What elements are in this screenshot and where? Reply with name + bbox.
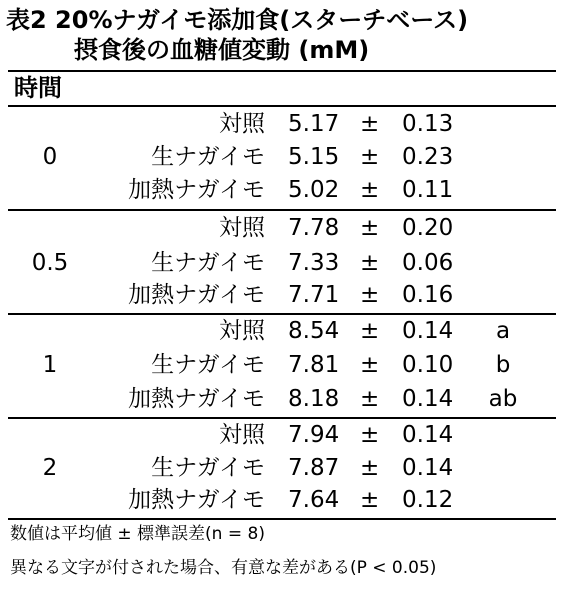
significance-letter: ab <box>488 386 518 412</box>
time-value: 0 <box>42 144 58 170</box>
plus-minus-sign: ± <box>360 422 380 448</box>
table-row <box>0 452 570 485</box>
significance-letter: b <box>495 352 511 378</box>
plus-minus-sign: ± <box>360 352 380 378</box>
table-row <box>0 141 570 174</box>
time-value: 2 <box>42 455 58 481</box>
plus-minus-sign: ± <box>360 111 380 137</box>
group-label: 加熱ナガイモ <box>128 487 265 513</box>
plus-minus-sign: ± <box>360 144 380 170</box>
mean-value: 8.18 <box>288 386 340 412</box>
se-value: 0.23 <box>402 144 454 170</box>
table-subtitle: 摂食後の血糖値変動 (mM) <box>74 36 370 64</box>
plus-minus-sign: ± <box>360 250 380 276</box>
se-value: 0.10 <box>402 352 454 378</box>
group-label: 対照 <box>219 422 265 448</box>
footnote-statistics: 数値は平均値 ± 標準誤差(n = 8) <box>10 524 265 544</box>
table-row <box>0 484 570 517</box>
group-label: 対照 <box>219 318 265 344</box>
group-label: 生ナガイモ <box>151 250 265 276</box>
mean-value: 7.78 <box>288 215 340 241</box>
group-label: 加熱ナガイモ <box>128 177 265 203</box>
group-label: 加熱ナガイモ <box>128 282 265 308</box>
mean-value: 5.15 <box>288 144 340 170</box>
mean-value: 7.87 <box>288 455 340 481</box>
se-value: 0.14 <box>402 386 454 412</box>
table-row <box>0 383 570 416</box>
se-value: 0.11 <box>402 177 454 203</box>
significance-letter: a <box>495 318 511 344</box>
se-value: 0.06 <box>402 250 454 276</box>
plus-minus-sign: ± <box>360 455 380 481</box>
table-row <box>0 247 570 280</box>
group-label: 生ナガイモ <box>151 144 265 170</box>
mean-value: 7.33 <box>288 250 340 276</box>
mean-value: 7.81 <box>288 352 340 378</box>
mean-value: 5.17 <box>288 111 340 137</box>
mean-value: 8.54 <box>288 318 340 344</box>
time-value: 1 <box>42 352 58 378</box>
header-bottom-rule <box>8 105 556 107</box>
table-title: 表2 20%ナガイモ添加食(スターチベース) <box>6 6 469 34</box>
footnote-significance: 異なる文字が付された場合、有意な差がある(P < 0.05) <box>10 558 437 578</box>
table-row <box>0 212 570 245</box>
plus-minus-sign: ± <box>360 215 380 241</box>
header-top-rule <box>8 70 556 72</box>
group-label: 対照 <box>219 215 265 241</box>
table-row <box>0 349 570 382</box>
mean-value: 7.64 <box>288 487 340 513</box>
column-header-time: 時間 <box>14 74 62 102</box>
table-row <box>0 419 570 452</box>
se-value: 0.14 <box>402 318 454 344</box>
se-value: 0.12 <box>402 487 454 513</box>
se-value: 0.20 <box>402 215 454 241</box>
plus-minus-sign: ± <box>360 487 380 513</box>
block-divider <box>8 209 556 211</box>
group-label: 対照 <box>219 111 265 137</box>
se-value: 0.13 <box>402 111 454 137</box>
mean-value: 7.94 <box>288 422 340 448</box>
mean-value: 7.71 <box>288 282 340 308</box>
plus-minus-sign: ± <box>360 177 380 203</box>
table-row <box>0 279 570 312</box>
group-label: 加熱ナガイモ <box>128 386 265 412</box>
se-value: 0.16 <box>402 282 454 308</box>
se-value: 0.14 <box>402 422 454 448</box>
se-value: 0.14 <box>402 455 454 481</box>
mean-value: 5.02 <box>288 177 340 203</box>
table-row <box>0 108 570 141</box>
group-label: 生ナガイモ <box>151 352 265 378</box>
plus-minus-sign: ± <box>360 282 380 308</box>
table-bottom-rule <box>8 518 556 520</box>
group-label: 生ナガイモ <box>151 455 265 481</box>
time-value: 0.5 <box>31 250 69 276</box>
plus-minus-sign: ± <box>360 318 380 344</box>
table-row <box>0 174 570 207</box>
plus-minus-sign: ± <box>360 386 380 412</box>
table-row <box>0 315 570 348</box>
